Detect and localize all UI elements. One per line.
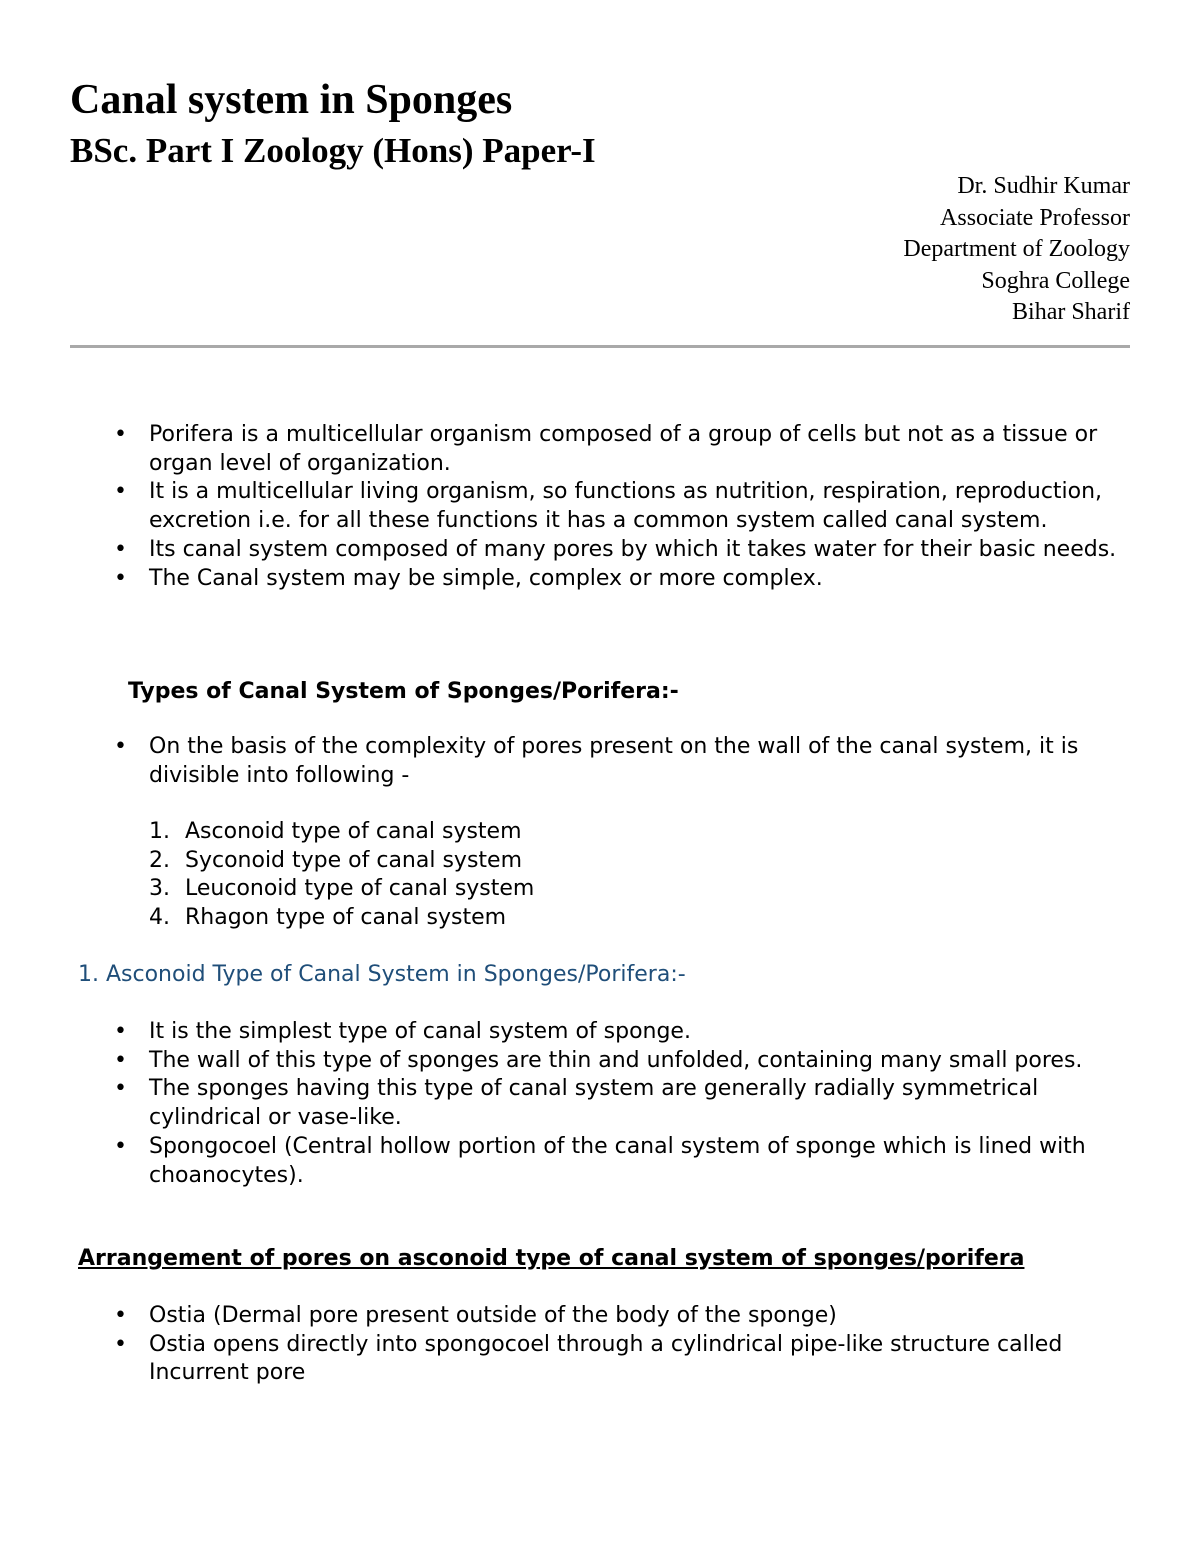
bullet-icon: • xyxy=(114,1076,127,1102)
bullet-icon: • xyxy=(114,1331,127,1357)
list-item xyxy=(0,1047,1130,1076)
list-item-text: The sponges having this type of canal system are generally radially symmetrical cylindrical or vase-like. xyxy=(149,1076,1039,1131)
asconoid-heading: 1. Asconoid Type of Canal System in Sponges/Porifera:- xyxy=(78,962,686,987)
list-item-text: Porifera is a multicellular organism composed of a group of cells but not as a tissue or organ level of organization. xyxy=(149,422,1098,476)
list-item xyxy=(0,1075,1130,1132)
bullet-icon: • xyxy=(114,1047,127,1073)
list-item-text: It is a multicellular living organism, so functions as nutrition, respiration, reproduction, excretion i.e. for all these functions it has a common system called canal system. xyxy=(149,479,1103,534)
bullet-icon: • xyxy=(114,565,127,591)
bullet-icon: • xyxy=(114,1019,127,1044)
item-text: Syconoid type of canal system xyxy=(185,847,522,873)
list-item-text: The Canal system may be simple, complex or more complex. xyxy=(149,565,823,591)
author-college: Soghra College xyxy=(981,267,1130,294)
list-item-text: The wall of this type of sponges are thin and unfolded, containing many small pores. xyxy=(149,1047,1083,1073)
author-block xyxy=(903,171,1130,329)
list-item xyxy=(0,1018,1130,1047)
bullet-icon: • xyxy=(114,479,127,505)
bullet-icon: • xyxy=(114,422,127,447)
item-number: 1. xyxy=(149,819,170,844)
list-item-text: Spongocoel (Central hollow portion of the canal system of sponge which is lined with choanocytes). xyxy=(149,1133,1086,1188)
list-item-text: On the basis of the complexity of pores present on the wall of the canal system, it is divisible into following - xyxy=(149,734,1079,788)
types-bullet-list xyxy=(0,733,1130,790)
item-number: 4. xyxy=(149,905,170,931)
item-text: Rhagon type of canal system xyxy=(185,905,507,931)
types-numbered-list xyxy=(0,818,534,933)
page-subtitle: BSc. Part I Zoology (Hons) Paper-I xyxy=(70,131,596,170)
types-heading: Types of Canal System of Sponges/Porifera:- xyxy=(128,679,679,704)
author-name: Dr. Sudhir Kumar xyxy=(957,173,1130,199)
page-title: Canal system in Sponges xyxy=(70,77,513,123)
arrangement-heading: Arrangement of pores on asconoid type of canal system of sponges/porifera xyxy=(78,1246,1025,1271)
list-item-text: Ostia opens directly into spongocoel through a cylindrical pipe-like structure called Incurrent pore xyxy=(149,1331,1063,1386)
author-location: Bihar Sharif xyxy=(1012,299,1130,325)
author-position: Associate Professor xyxy=(940,204,1130,231)
list-item-text: It is the simplest type of canal system of sponge. xyxy=(149,1019,691,1044)
list-item xyxy=(0,478,1130,535)
numbered-item xyxy=(0,847,534,876)
bullet-icon: • xyxy=(114,734,127,759)
numbered-item xyxy=(0,904,534,933)
horizontal-divider xyxy=(70,345,1130,348)
list-item xyxy=(0,421,1130,478)
author-department: Department of Zoology xyxy=(903,236,1130,262)
numbered-item xyxy=(0,818,534,847)
numbered-item xyxy=(0,875,534,904)
item-text: Asconoid type of canal system xyxy=(185,819,522,844)
list-item-text: Its canal system composed of many pores by which it takes water for their basic needs. xyxy=(149,536,1117,562)
intro-bullet-list xyxy=(0,421,1130,593)
list-item xyxy=(0,733,1130,790)
list-item xyxy=(0,1331,1130,1388)
list-item xyxy=(0,1133,1130,1190)
asconoid-bullet-list xyxy=(0,1018,1130,1190)
bullet-icon: • xyxy=(114,1303,127,1328)
list-item xyxy=(0,536,1130,565)
list-item-text: Ostia (Dermal pore present outside of the body of the sponge) xyxy=(149,1303,837,1328)
item-number: 2. xyxy=(149,847,170,873)
list-item xyxy=(0,565,1130,594)
bullet-icon: • xyxy=(114,536,127,562)
arrangement-bullet-list xyxy=(0,1302,1130,1388)
bullet-icon: • xyxy=(114,1133,127,1159)
item-text: Leuconoid type of canal system xyxy=(185,876,535,902)
item-number: 3. xyxy=(149,876,170,902)
list-item xyxy=(0,1302,1130,1331)
